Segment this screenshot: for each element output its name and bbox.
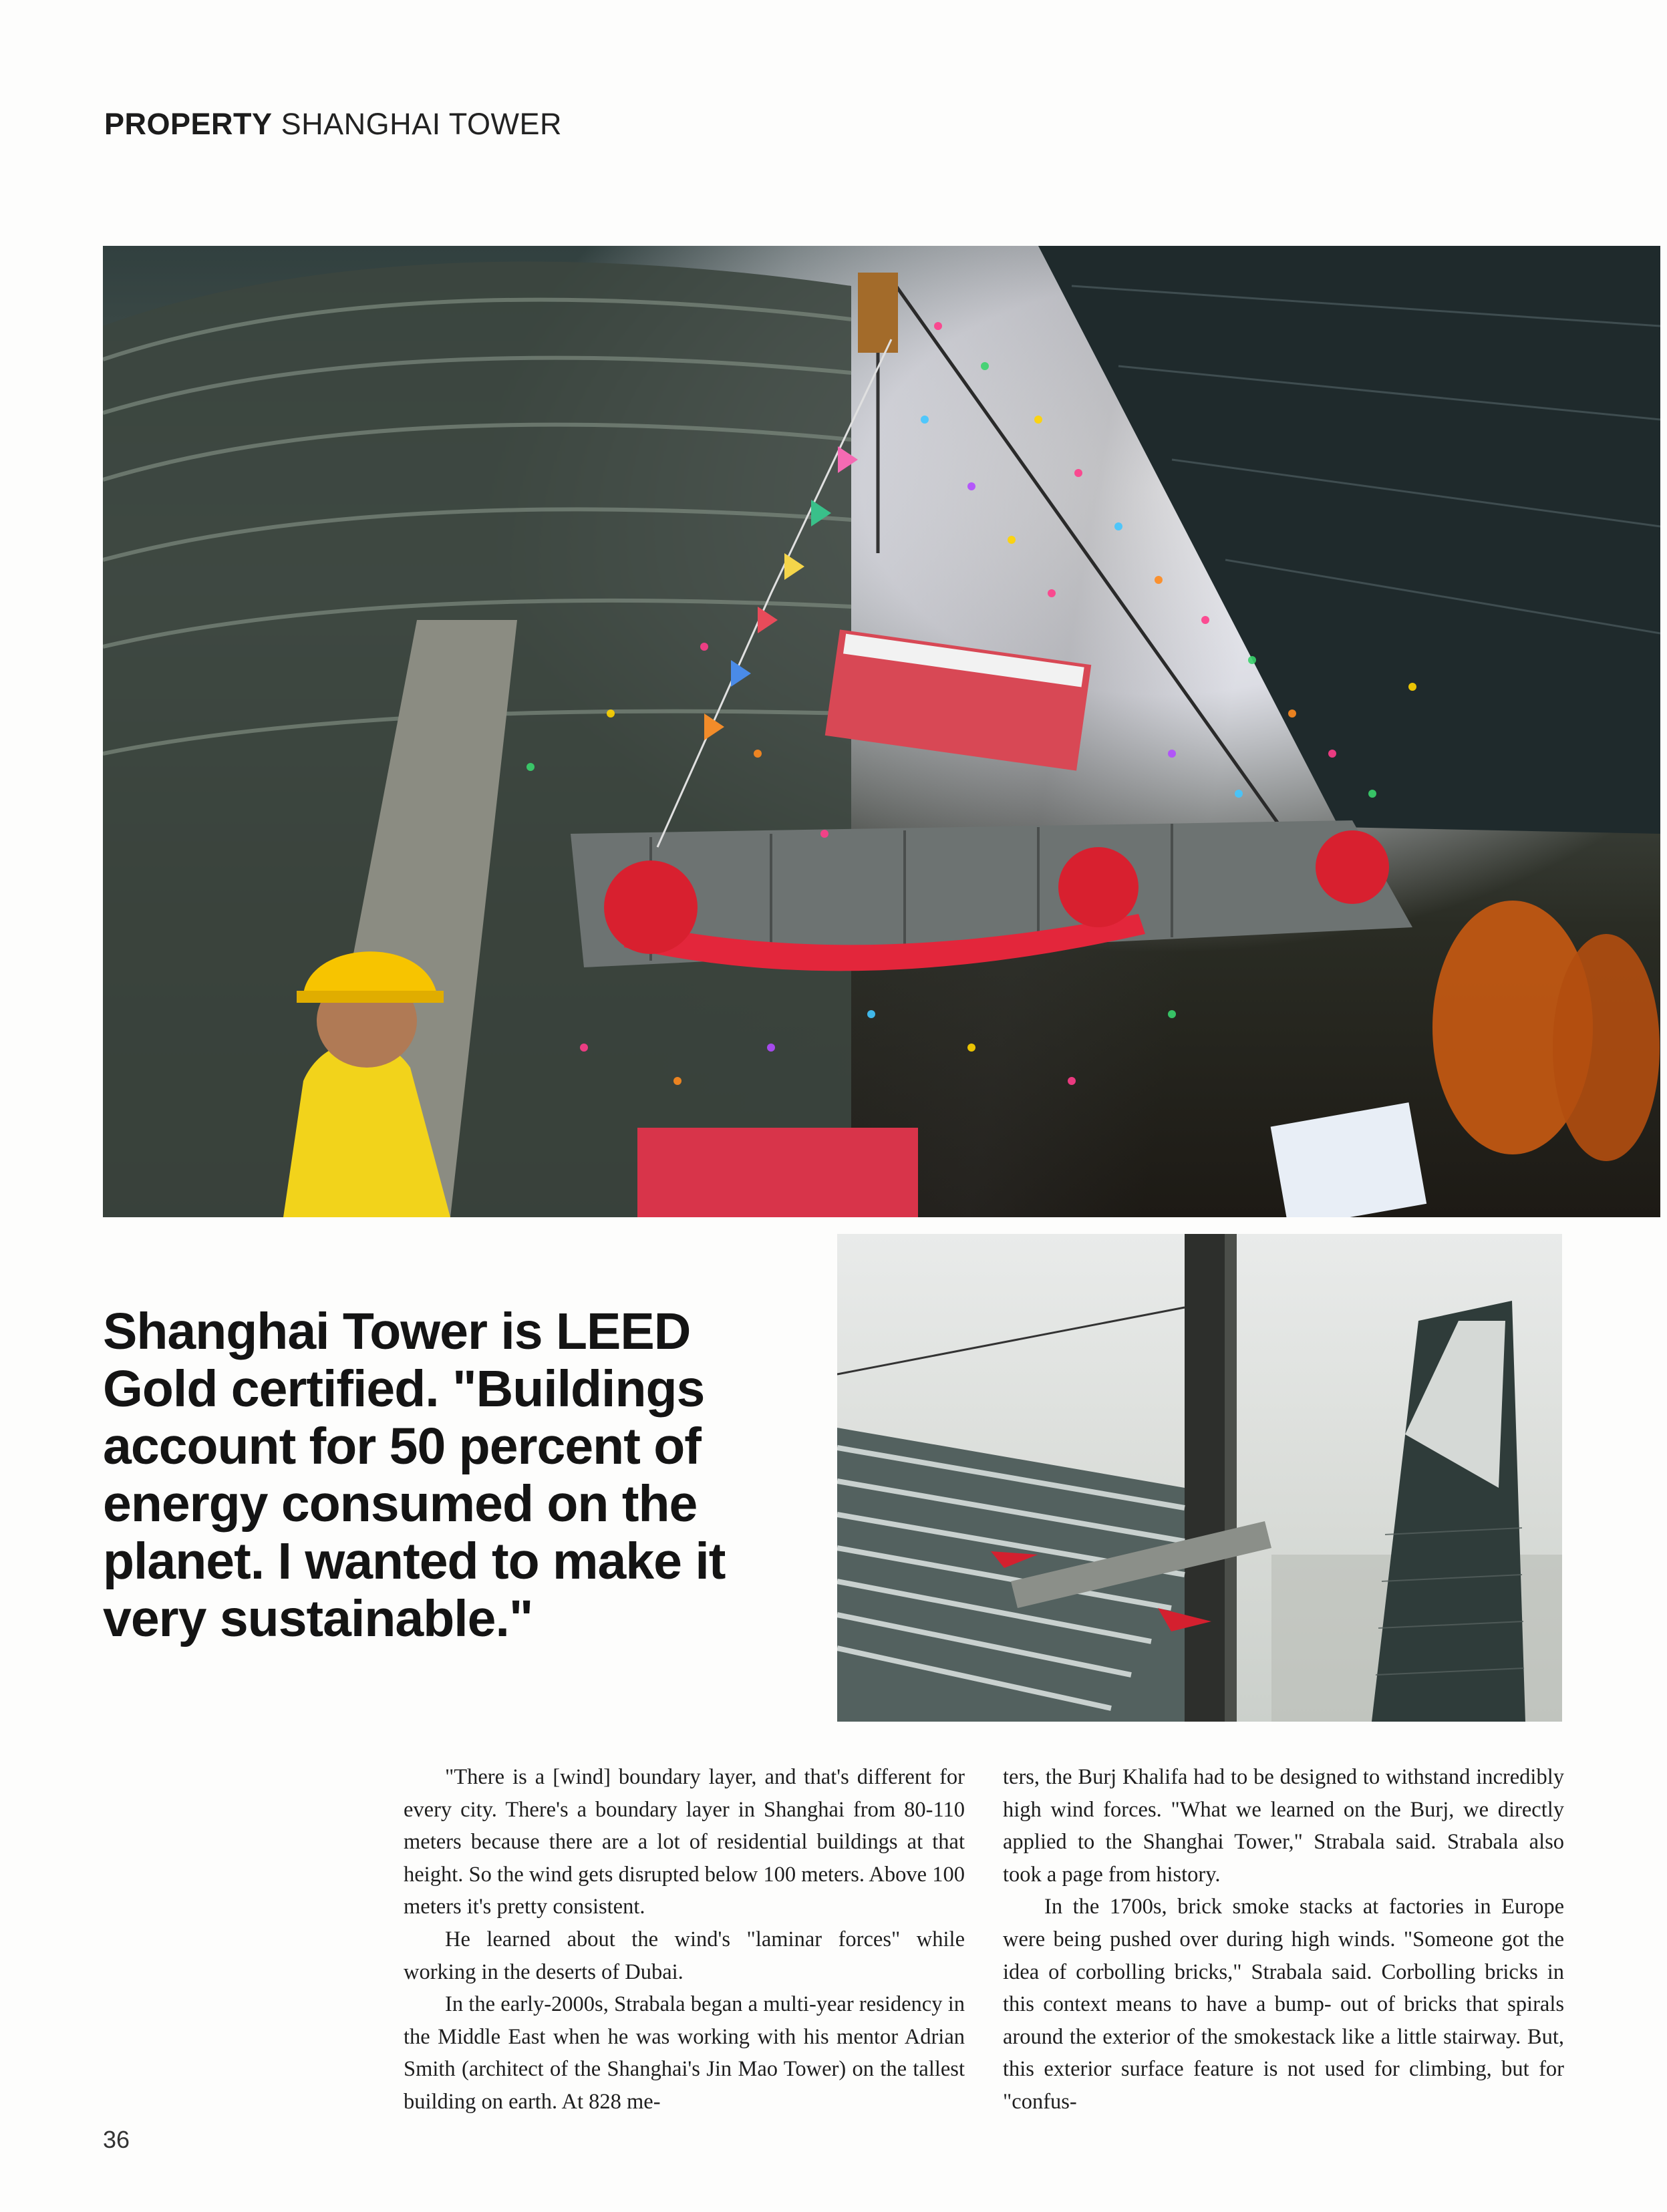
second-photo: [837, 1234, 1562, 1722]
steel-beam-skyline-photo-icon: [837, 1234, 1562, 1722]
page-number: 36: [103, 2126, 130, 2153]
body-paragraph: "There is a [wind] boundary layer, and that's different for every city. There's a boundary layer in Shanghai from 80-110 meters because there are a lot of residential buildings at that height. So the wind gets disrupted below 100 meters. Above 100 meters it's pretty consistent.: [404, 1765, 965, 1919]
section-label: PROPERTY: [104, 107, 273, 141]
body-paragraph: In the early-2000s, Strabala began a multi-year residency in the Middle East when he was working with his mentor Adrian Smith (architect of the Shanghai's Jin Mao Tower) on the tallest building on earth. At 828 me-: [404, 1992, 965, 2114]
section-subject: SHANGHAI TOWER: [281, 107, 562, 141]
body-column-left: [404, 1761, 965, 2118]
construction-ceremony-photo-icon: [103, 246, 1660, 1217]
body-column-right: [1003, 1761, 1564, 2118]
hero-photo: [103, 246, 1660, 1217]
body-paragraph: He learned about the wind's "laminar forces" while working in the deserts of Dubai.: [404, 1927, 965, 1984]
section-header: [104, 107, 562, 142]
pull-quote: Shanghai Tower is LEED Gold certified. "Buildings account for 50 percent of energy consumed on the planet. I wanted to make it very sustainable.": [103, 1303, 726, 1647]
body-paragraph: ters, the Burj Khalifa had to be designed to withstand incredibly high wind forces. "What we learned on the Burj, we directly applied to the Shanghai Tower," Strabala said. Strabala also took a page from history.: [1003, 1765, 1564, 1887]
body-paragraph: In the 1700s, brick smoke stacks at factories in Europe were being pushed over during high winds. "Someone got the idea of corbolling bricks," Strabala said. Corbolling bricks in this context means to have a bump- out of bricks that spirals around the exterior of the smokestack like a little stairway. But, this exterior surface feature is not used for climbing, but for "confus-: [1003, 1895, 1564, 2114]
